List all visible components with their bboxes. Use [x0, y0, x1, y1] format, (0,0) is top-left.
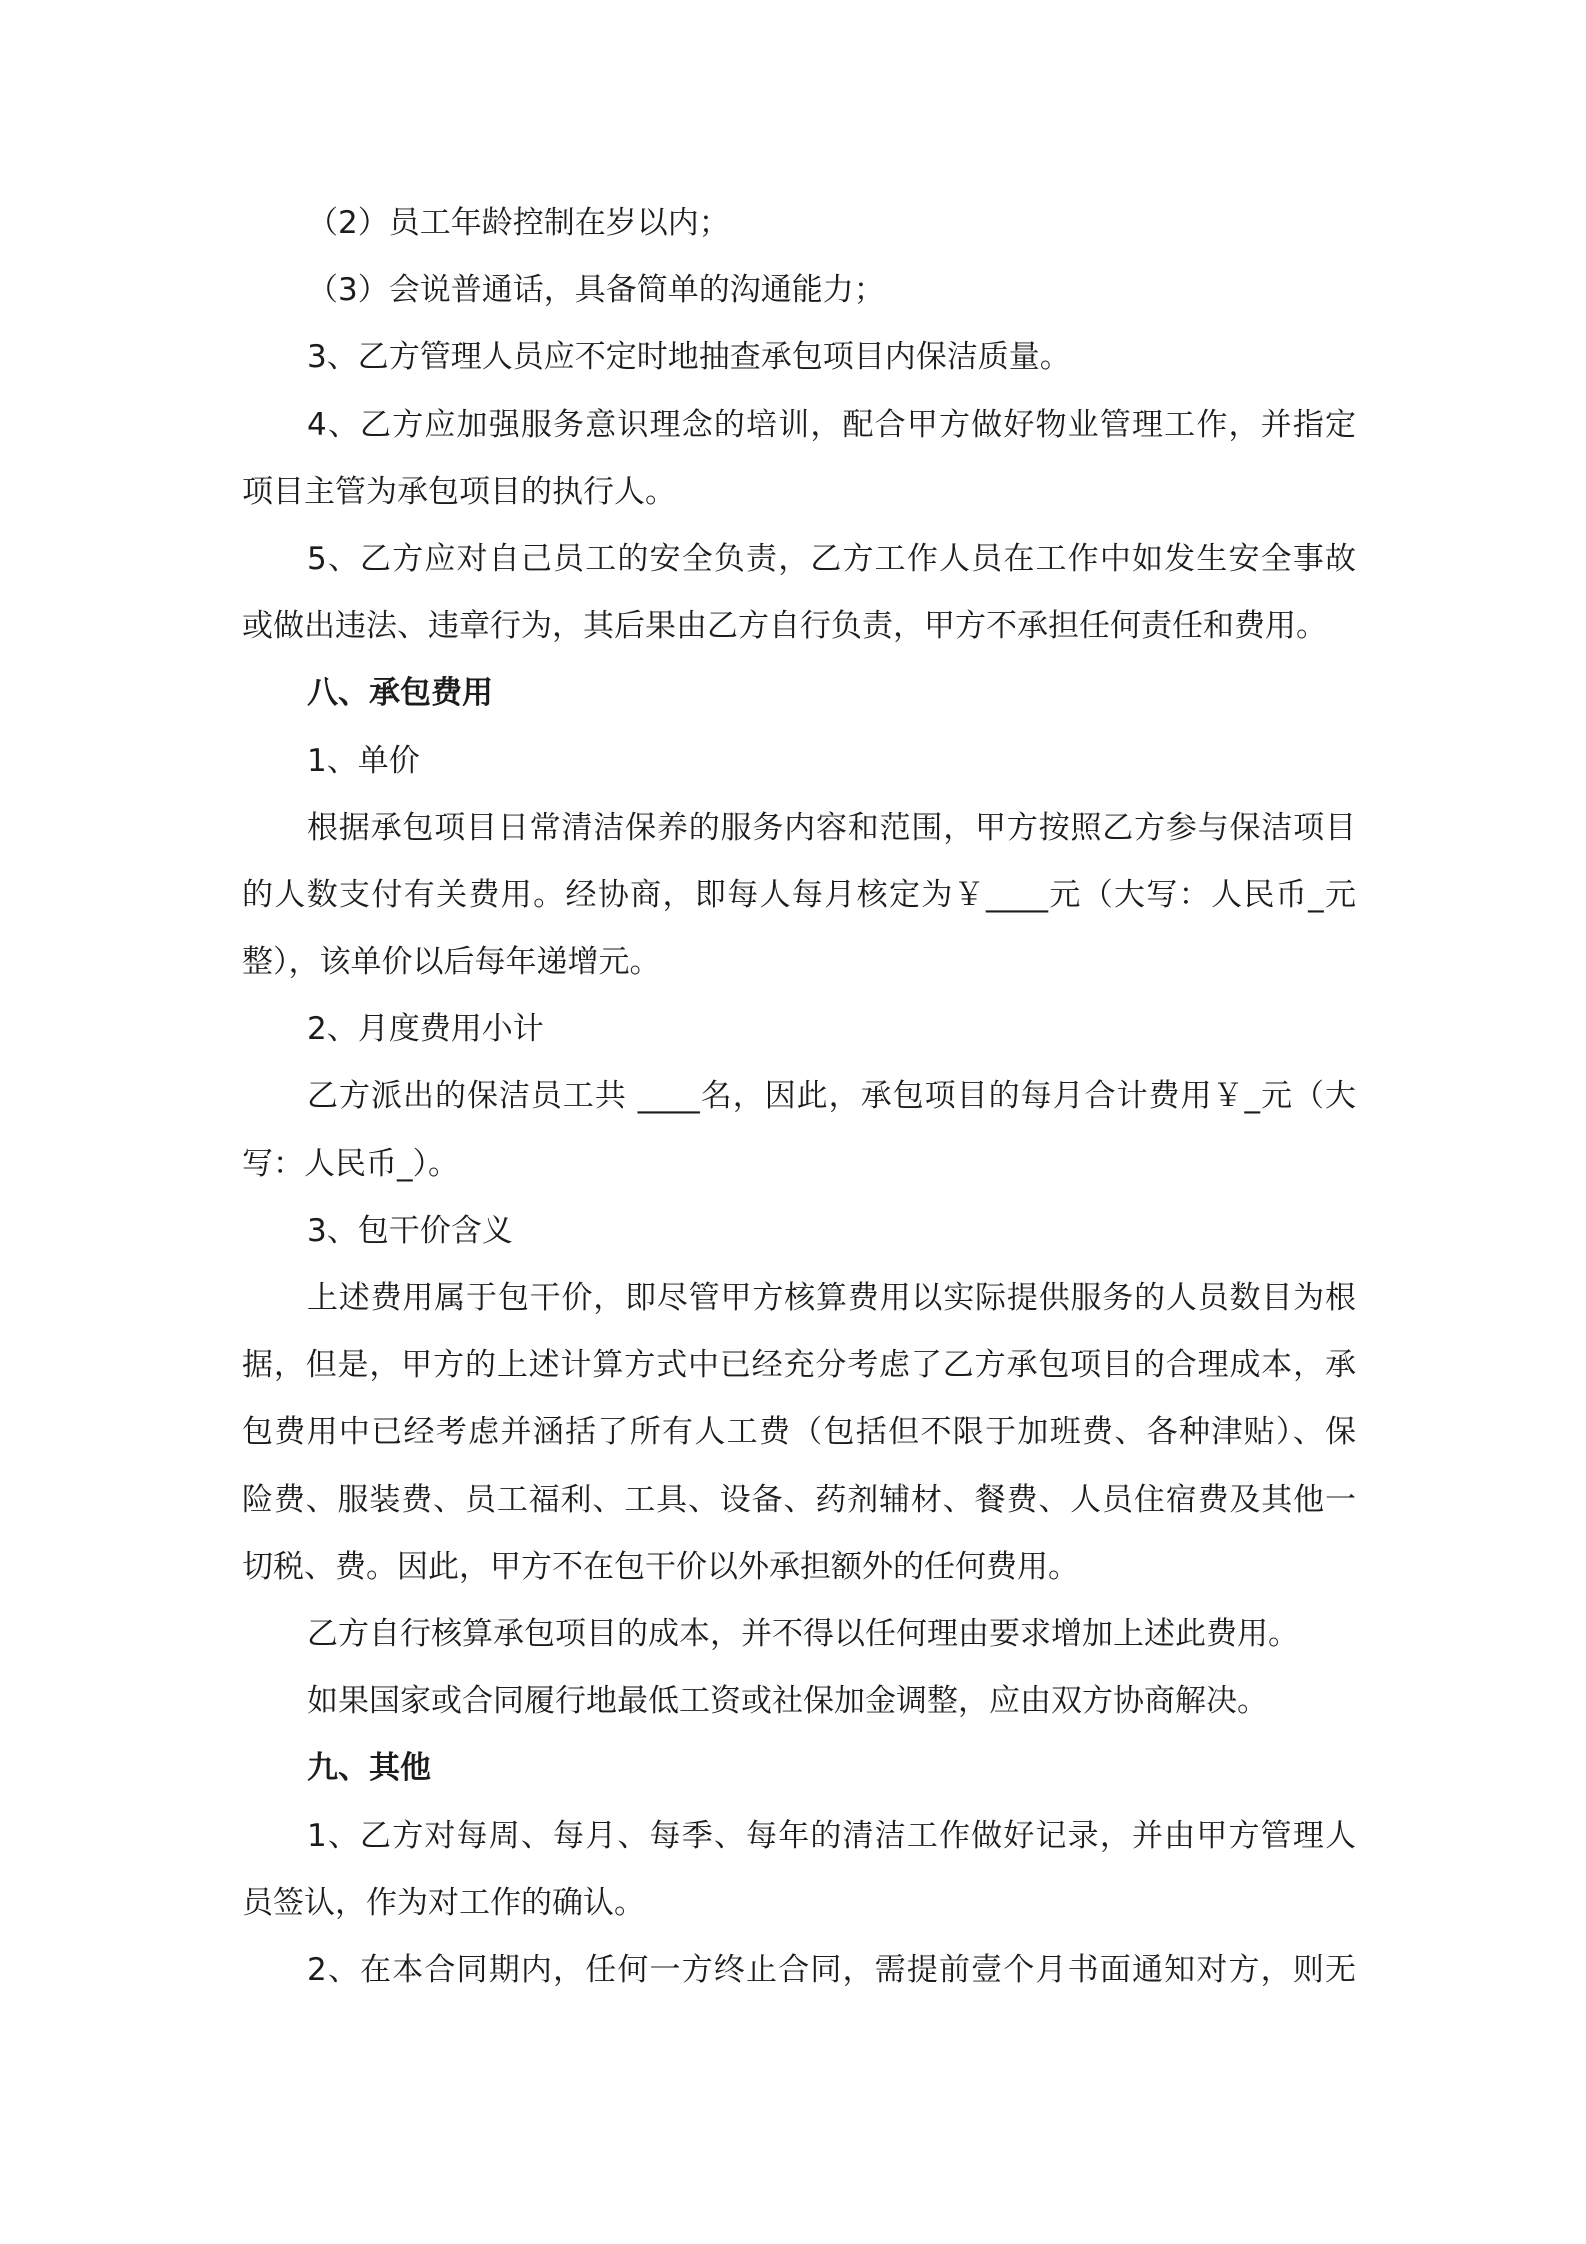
paragraph-line: 乙方自行核算承包项目的成本，并不得以任何理由要求增加上述此费用。 [307, 1615, 1299, 1652]
paragraph-line: 员签认，作为对工作的确认。 [242, 1884, 645, 1921]
paragraph-line: 1、乙方对每周、每月、每季、每年的清洁工作做好记录，并由甲方管理人 [307, 1817, 1356, 1854]
subsection-heading: 2、月度费用小计 [307, 1011, 544, 1048]
paragraph-line: 据，但是，甲方的上述计算方式中已经充分考虑了乙方承包项目的合理成本，承 [242, 1347, 1356, 1384]
paragraph-line: 险费、服装费、员工福利、工具、设备、药剂辅材、餐费、人员住宿费及其他一 [242, 1481, 1356, 1518]
paragraph-line: 乙方派出的保洁员工共 ____名，因此，承包项目的每月合计费用￥_元（大 [307, 1078, 1356, 1115]
paragraph-line: 4、乙方应加强服务意识理念的培训，配合甲方做好物业管理工作，并指定 [307, 406, 1356, 443]
subsection-heading: 1、单价 [307, 742, 420, 779]
section-heading: 九、其他 [307, 1750, 431, 1787]
paragraph-line: 整），该单价以后每年递增元。 [242, 944, 661, 981]
paragraph-line: （3）会说普通话，具备简单的沟通能力； [307, 272, 885, 309]
paragraph-line: 上述费用属于包干价，即尽管甲方核算费用以实际提供服务的人员数目为根 [307, 1280, 1356, 1316]
document-body [242, 190, 1356, 2004]
paragraph-line: 项目主管为承包项目的执行人。 [242, 473, 676, 510]
paragraph-line: 写：人民币_）。 [242, 1145, 459, 1182]
paragraph-line: 如果国家或合同履行地最低工资或社保加金调整，应由双方协商解决。 [307, 1683, 1268, 1720]
paragraph-line: 2、在本合同期内，任何一方终止合同，需提前壹个月书面通知对方，则无 [307, 1951, 1356, 1988]
paragraph-line: （2）员工年龄控制在岁以内； [307, 205, 730, 241]
paragraph-line: 包费用中已经考虑并涵括了所有人工费（包括但不限于加班费、各种津贴）、保 [242, 1414, 1356, 1451]
paragraph-line: 3、乙方管理人员应不定时地抽查承包项目内保洁质量。 [307, 339, 1071, 376]
paragraph-line: 根据承包项目日常清洁保养的服务内容和范围，甲方按照乙方参与保洁项目 [307, 809, 1356, 846]
paragraph-line: 5、乙方应对自己员工的安全负责，乙方工作人员在工作中如发生安全事故 [307, 540, 1356, 577]
subsection-heading: 3、包干价含义 [307, 1212, 513, 1249]
paragraph-line: 或做出违法、违章行为，其后果由乙方自行负责，甲方不承担任何责任和费用。 [242, 608, 1327, 645]
paragraph-line: 切税、费。因此，甲方不在包干价以外承担额外的任何费用。 [242, 1548, 1079, 1585]
paragraph-line: 的人数支付有关费用。经协商，即每人每月核定为￥____元（大写：人民币_元 [242, 876, 1356, 913]
section-heading: 八、承包费用 [307, 675, 493, 712]
